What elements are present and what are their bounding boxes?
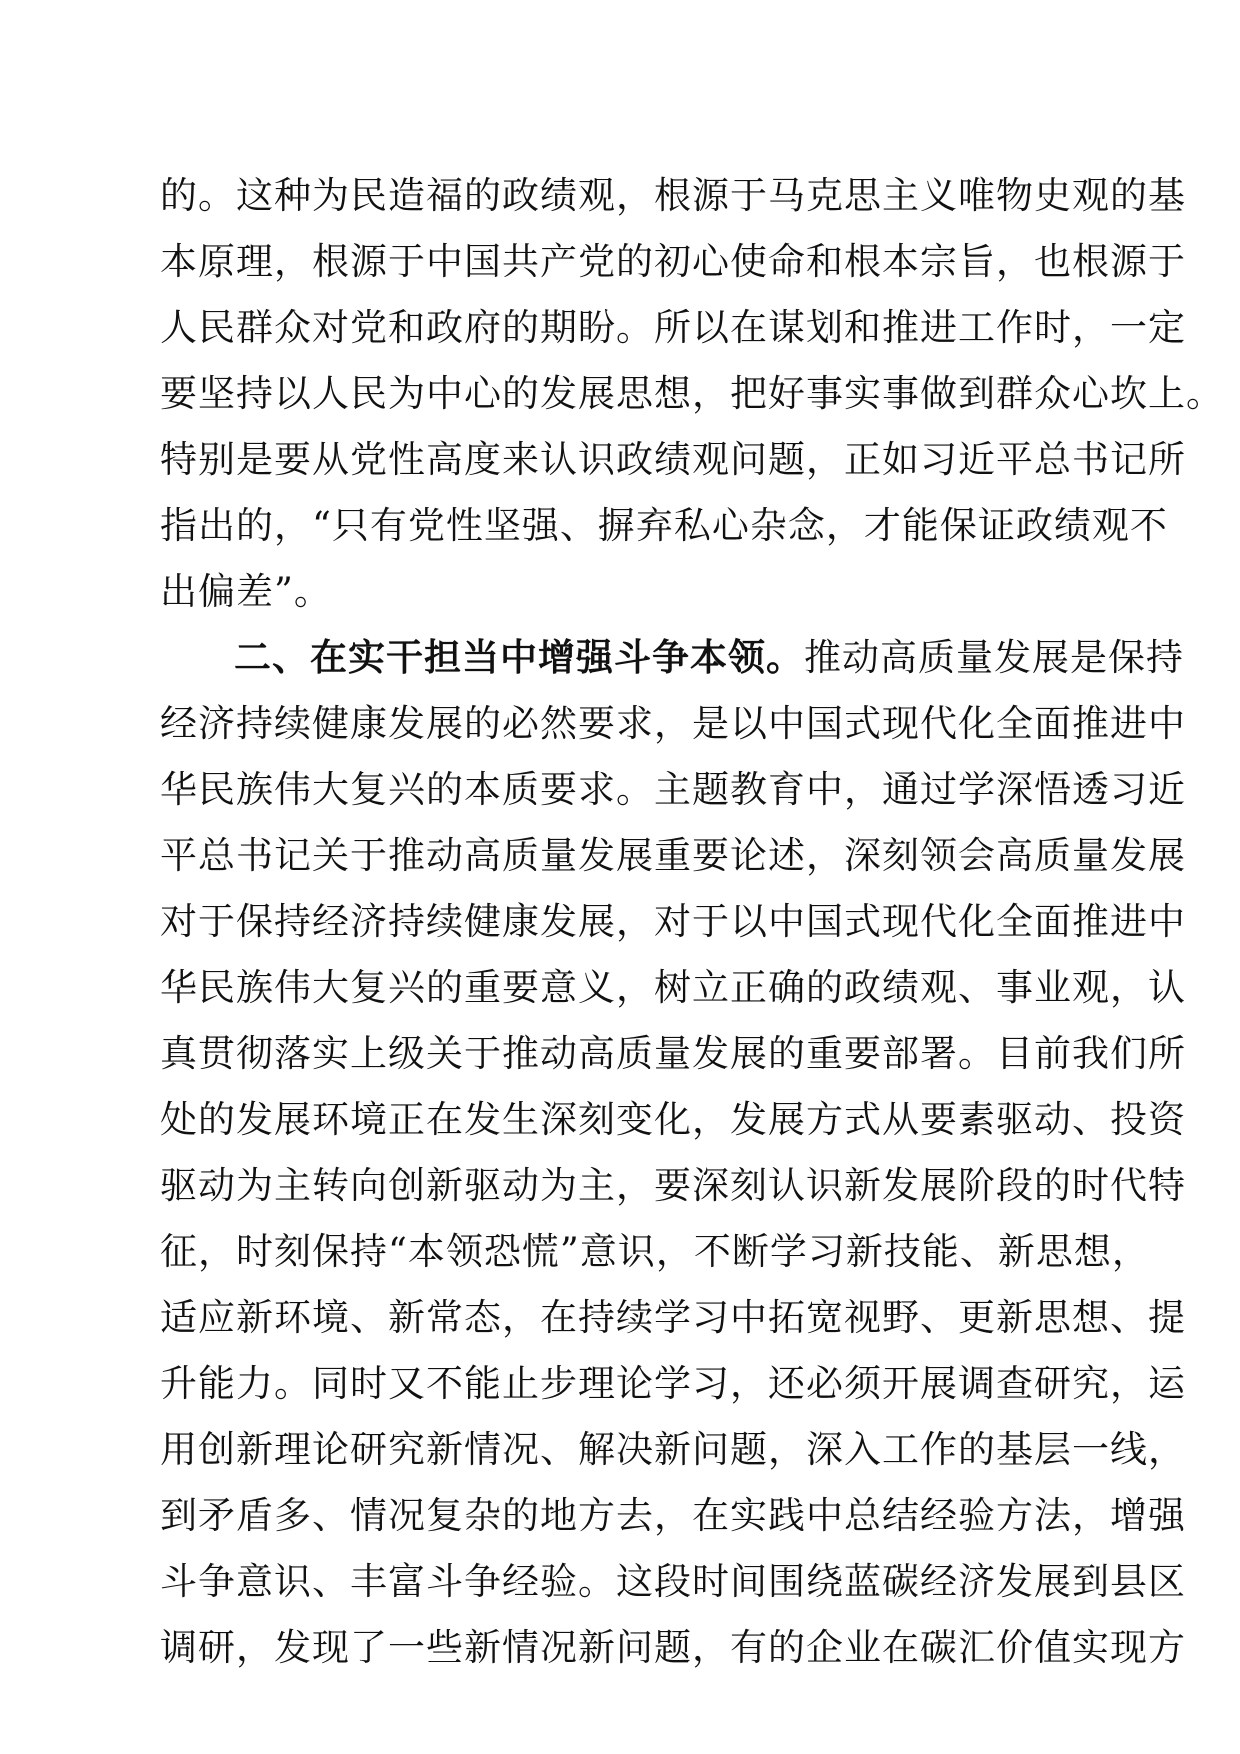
paragraph2-line-5: 华民族伟大复兴的重要意义，树立正确的政绩观、事业观，认 [160,966,1186,1009]
paragraph1-line-4: 要坚持以人民为中心的发展思想，把好事实事做到群众心坎上。 [160,372,1224,415]
paragraph1-line-6: 指出的，“只有党性坚强、摒弃私心杂念，才能保证政绩观不 [160,504,1168,547]
paragraph2-line-10: 适应新环境、新常态，在持续学习中拓宽视野、更新思想、提 [160,1296,1186,1339]
paragraph2-line-1: 经济持续健康发展的必然要求，是以中国式现代化全面推进中 [160,702,1186,745]
paragraph1-line-5: 特别是要从党性高度来认识政绩观问题，正如习近平总书记所 [160,438,1186,481]
paragraph2-first-line-text: 推动高质量发展是保持 [804,636,1184,679]
paragraph2-line-3: 平总书记关于推动高质量发展重要论述，深刻领会高质量发展 [160,834,1186,877]
paragraph2-line-7: 处的发展环境正在发生深刻变化，发展方式从要素驱动、投资 [160,1098,1186,1141]
paragraph1-line-7: 出偏差”。 [160,570,332,613]
paragraph1-line-1: 的。这种为民造福的政绩观，根源于马克思主义唯物史观的基 [160,174,1186,217]
paragraph2-line-9: 征，时刻保持“本领恐慌”意识，不断学习新技能、新思想， [160,1230,1150,1273]
section-heading: 二、在实干担当中增强斗争本领。 [234,636,804,679]
paragraph1-line-3: 人民群众对党和政府的期盼。所以在谋划和推进工作时，一定 [160,306,1186,349]
paragraph1-line-2: 本原理，根源于中国共产党的初心使命和根本宗旨，也根源于 [160,240,1186,283]
paragraph2-line-11: 升能力。同时又不能止步理论学习，还必须开展调查研究，运 [160,1362,1186,1405]
paragraph2-line-15: 调研，发现了一些新情况新问题，有的企业在碳汇价值实现方 [160,1626,1186,1669]
paragraph2-line-4: 对于保持经济持续健康发展，对于以中国式现代化全面推进中 [160,900,1186,943]
paragraph2-line-6: 真贯彻落实上级关于推动高质量发展的重要部署。目前我们所 [160,1032,1186,1075]
paragraph2-line-13: 到矛盾多、情况复杂的地方去，在实践中总结经验方法，增强 [160,1494,1186,1537]
paragraph2-line-12: 用创新理论研究新情况、解决新问题，深入工作的基层一线， [160,1428,1186,1471]
paragraph2-first-line [234,628,1184,688]
paragraph2-line-14: 斗争意识、丰富斗争经验。这段时间围绕蓝碳经济发展到县区 [160,1560,1186,1603]
paragraph2-line-2: 华民族伟大复兴的本质要求。主题教育中，通过学深悟透习近 [160,768,1186,811]
paragraph2-line-8: 驱动为主转向创新驱动为主，要深刻认识新发展阶段的时代特 [160,1164,1186,1207]
